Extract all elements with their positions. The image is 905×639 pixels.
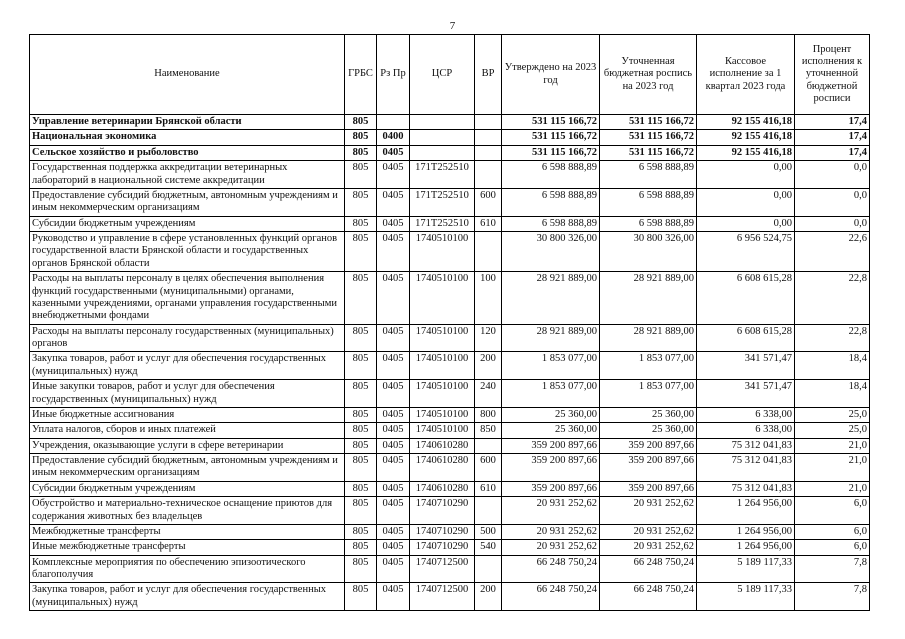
row-refined-cell: 1 853 077,00	[600, 380, 697, 408]
row-vr-cell	[475, 497, 502, 525]
row-cash-cell: 1 264 956,00	[697, 497, 795, 525]
table-row	[30, 216, 870, 231]
row-grbs-cell: 805	[345, 555, 377, 583]
row-cash-cell: 1 264 956,00	[697, 524, 795, 539]
row-percent-cell: 21,0	[795, 438, 870, 453]
row-vr-cell	[475, 438, 502, 453]
row-csr-cell: 1740510100	[410, 232, 475, 272]
row-name-cell: Учреждения, оказывающие услуги в сфере ветеринарии	[30, 438, 345, 453]
header-cash: Кассовое исполнение за 1 квартал 2023 года	[697, 35, 795, 115]
row-refined-cell: 25 360,00	[600, 423, 697, 438]
row-vr-cell: 200	[475, 352, 502, 380]
row-vr-cell	[475, 145, 502, 160]
row-csr-cell: 171Т252510	[410, 188, 475, 216]
row-rzpr-cell: 0405	[377, 438, 410, 453]
row-cash-cell: 341 571,47	[697, 380, 795, 408]
row-cash-cell: 92 155 416,18	[697, 115, 795, 130]
row-name-cell: Национальная экономика	[30, 130, 345, 145]
table-body	[30, 115, 870, 611]
row-vr-cell: 850	[475, 423, 502, 438]
row-name-cell: Расходы на выплаты персоналу в целях обеспечения выполнения функций государственными (муниципальными) органами, казенными учреждениями, органами управления государственными внебюджетными фондами	[30, 272, 345, 325]
row-grbs-cell: 805	[345, 232, 377, 272]
row-grbs-cell: 805	[345, 540, 377, 555]
row-name-cell: Иные межбюджетные трансферты	[30, 540, 345, 555]
row-approved-cell: 531 115 166,72	[502, 115, 600, 130]
row-approved-cell: 25 360,00	[502, 423, 600, 438]
row-grbs-cell: 805	[345, 481, 377, 496]
row-approved-cell: 6 598 888,89	[502, 216, 600, 231]
table-row	[30, 555, 870, 583]
row-rzpr-cell: 0400	[377, 130, 410, 145]
row-csr-cell: 1740710290	[410, 497, 475, 525]
row-rzpr-cell: 0405	[377, 454, 410, 482]
row-approved-cell: 6 598 888,89	[502, 188, 600, 216]
row-refined-cell: 6 598 888,89	[600, 161, 697, 189]
row-cash-cell: 92 155 416,18	[697, 145, 795, 160]
row-grbs-cell: 805	[345, 145, 377, 160]
table-row	[30, 115, 870, 130]
row-csr-cell: 1740710290	[410, 540, 475, 555]
row-cash-cell: 75 312 041,83	[697, 454, 795, 482]
table-row	[30, 130, 870, 145]
row-name-cell: Сельское хозяйство и рыболовство	[30, 145, 345, 160]
row-percent-cell: 25,0	[795, 407, 870, 422]
row-grbs-cell: 805	[345, 454, 377, 482]
row-vr-cell: 540	[475, 540, 502, 555]
row-percent-cell: 6,0	[795, 540, 870, 555]
row-vr-cell: 240	[475, 380, 502, 408]
row-grbs-cell: 805	[345, 352, 377, 380]
row-csr-cell: 1740510100	[410, 423, 475, 438]
row-rzpr-cell: 0405	[377, 481, 410, 496]
row-percent-cell: 7,8	[795, 555, 870, 583]
row-name-cell: Закупка товаров, работ и услуг для обеспечения государственных (муниципальных) нужд	[30, 583, 345, 611]
row-approved-cell: 28 921 889,00	[502, 272, 600, 325]
row-refined-cell: 531 115 166,72	[600, 115, 697, 130]
row-name-cell: Уплата налогов, сборов и иных платежей	[30, 423, 345, 438]
page-number: 7	[449, 20, 456, 32]
row-grbs-cell: 805	[345, 423, 377, 438]
row-rzpr-cell: 0405	[377, 216, 410, 231]
row-grbs-cell: 805	[345, 524, 377, 539]
row-cash-cell: 0,00	[697, 216, 795, 231]
row-csr-cell: 1740510100	[410, 324, 475, 352]
row-refined-cell: 30 800 326,00	[600, 232, 697, 272]
row-rzpr-cell: 0405	[377, 524, 410, 539]
row-refined-cell: 20 931 252,62	[600, 524, 697, 539]
row-cash-cell: 0,00	[697, 188, 795, 216]
row-csr-cell: 171Т252510	[410, 161, 475, 189]
row-refined-cell: 20 931 252,62	[600, 540, 697, 555]
header-refined: Уточненная бюджетная роспись на 2023 год	[600, 35, 697, 115]
row-approved-cell: 30 800 326,00	[502, 232, 600, 272]
row-grbs-cell: 805	[345, 583, 377, 611]
row-rzpr-cell: 0405	[377, 380, 410, 408]
table-row	[30, 481, 870, 496]
row-percent-cell: 18,4	[795, 380, 870, 408]
row-cash-cell: 6 608 615,28	[697, 272, 795, 325]
row-rzpr-cell	[377, 115, 410, 130]
row-csr-cell	[410, 145, 475, 160]
row-name-cell: Управление ветеринарии Брянской области	[30, 115, 345, 130]
row-csr-cell	[410, 115, 475, 130]
row-refined-cell: 531 115 166,72	[600, 130, 697, 145]
row-vr-cell	[475, 232, 502, 272]
row-csr-cell: 1740712500	[410, 583, 475, 611]
row-csr-cell: 1740610280	[410, 481, 475, 496]
row-name-cell: Предоставление субсидий бюджетным, автономным учреждениям и иным некоммерческим организациям	[30, 454, 345, 482]
row-csr-cell: 1740610280	[410, 438, 475, 453]
row-vr-cell: 200	[475, 583, 502, 611]
row-vr-cell: 100	[475, 272, 502, 325]
row-grbs-cell: 805	[345, 216, 377, 231]
row-name-cell: Руководство и управление в сфере установленных функций органов государственной власти Брянской области и государственных органов Брянской области	[30, 232, 345, 272]
row-percent-cell: 0,0	[795, 161, 870, 189]
header-grbs: ГРБС	[345, 35, 377, 115]
row-percent-cell: 17,4	[795, 130, 870, 145]
table-row	[30, 438, 870, 453]
header-percent: Процент исполнения к уточненной бюджетной росписи	[795, 35, 870, 115]
row-vr-cell: 800	[475, 407, 502, 422]
table-row	[30, 145, 870, 160]
row-percent-cell: 22,8	[795, 324, 870, 352]
row-approved-cell: 359 200 897,66	[502, 454, 600, 482]
row-percent-cell: 21,0	[795, 454, 870, 482]
table-header-row	[30, 35, 870, 115]
row-refined-cell: 359 200 897,66	[600, 481, 697, 496]
header-approved: Утверждено на 2023 год	[502, 35, 600, 115]
row-name-cell: Межбюджетные трансферты	[30, 524, 345, 539]
row-cash-cell: 6 338,00	[697, 407, 795, 422]
row-refined-cell: 6 598 888,89	[600, 188, 697, 216]
row-grbs-cell: 805	[345, 407, 377, 422]
row-vr-cell: 500	[475, 524, 502, 539]
row-rzpr-cell: 0405	[377, 352, 410, 380]
row-cash-cell: 75 312 041,83	[697, 438, 795, 453]
table-row	[30, 407, 870, 422]
row-cash-cell: 75 312 041,83	[697, 481, 795, 496]
row-rzpr-cell: 0405	[377, 324, 410, 352]
row-vr-cell: 600	[475, 188, 502, 216]
row-vr-cell: 120	[475, 324, 502, 352]
row-refined-cell: 6 598 888,89	[600, 216, 697, 231]
budget-table	[29, 34, 870, 611]
row-csr-cell: 171Т252510	[410, 216, 475, 231]
row-csr-cell: 1740510100	[410, 407, 475, 422]
row-approved-cell: 20 931 252,62	[502, 540, 600, 555]
row-grbs-cell: 805	[345, 324, 377, 352]
table-row	[30, 497, 870, 525]
row-vr-cell	[475, 115, 502, 130]
row-percent-cell: 17,4	[795, 115, 870, 130]
table-row	[30, 232, 870, 272]
row-rzpr-cell: 0405	[377, 423, 410, 438]
row-name-cell: Предоставление субсидий бюджетным, автономным учреждениям и иным некоммерческим организациям	[30, 188, 345, 216]
header-vr: ВР	[475, 35, 502, 115]
row-grbs-cell: 805	[345, 272, 377, 325]
row-cash-cell: 5 189 117,33	[697, 583, 795, 611]
row-cash-cell: 6 338,00	[697, 423, 795, 438]
row-grbs-cell: 805	[345, 380, 377, 408]
row-csr-cell: 1740610280	[410, 454, 475, 482]
row-percent-cell: 18,4	[795, 352, 870, 380]
row-cash-cell: 5 189 117,33	[697, 555, 795, 583]
row-vr-cell	[475, 130, 502, 145]
row-csr-cell: 1740510100	[410, 352, 475, 380]
row-rzpr-cell: 0405	[377, 161, 410, 189]
row-percent-cell: 21,0	[795, 481, 870, 496]
row-cash-cell: 6 608 615,28	[697, 324, 795, 352]
row-csr-cell: 1740510100	[410, 272, 475, 325]
header-rzpr: Рз Пр	[377, 35, 410, 115]
row-approved-cell: 20 931 252,62	[502, 524, 600, 539]
table-row	[30, 583, 870, 611]
row-percent-cell: 17,4	[795, 145, 870, 160]
row-approved-cell: 25 360,00	[502, 407, 600, 422]
row-approved-cell: 66 248 750,24	[502, 583, 600, 611]
table-row	[30, 188, 870, 216]
row-rzpr-cell: 0405	[377, 540, 410, 555]
row-percent-cell: 0,0	[795, 188, 870, 216]
row-csr-cell: 1740510100	[410, 380, 475, 408]
row-grbs-cell: 805	[345, 130, 377, 145]
row-name-cell: Расходы на выплаты персоналу государственных (муниципальных) органов	[30, 324, 345, 352]
row-approved-cell: 531 115 166,72	[502, 145, 600, 160]
row-vr-cell: 600	[475, 454, 502, 482]
row-approved-cell: 359 200 897,66	[502, 438, 600, 453]
table-row	[30, 352, 870, 380]
row-rzpr-cell: 0405	[377, 145, 410, 160]
row-grbs-cell: 805	[345, 188, 377, 216]
row-rzpr-cell: 0405	[377, 272, 410, 325]
row-cash-cell: 6 956 524,75	[697, 232, 795, 272]
row-refined-cell: 531 115 166,72	[600, 145, 697, 160]
row-percent-cell: 22,6	[795, 232, 870, 272]
row-grbs-cell: 805	[345, 115, 377, 130]
row-approved-cell: 66 248 750,24	[502, 555, 600, 583]
row-approved-cell: 359 200 897,66	[502, 481, 600, 496]
row-vr-cell	[475, 555, 502, 583]
header-name: Наименование	[30, 35, 345, 115]
row-name-cell: Иные закупки товаров, работ и услуг для обеспечения государственных (муниципальных) нужд	[30, 380, 345, 408]
row-name-cell: Субсидии бюджетным учреждениям	[30, 216, 345, 231]
row-vr-cell: 610	[475, 216, 502, 231]
row-rzpr-cell: 0405	[377, 497, 410, 525]
table-row	[30, 272, 870, 325]
row-cash-cell: 1 264 956,00	[697, 540, 795, 555]
row-name-cell: Комплексные мероприятия по обеспечению эпизоотического благополучия	[30, 555, 345, 583]
row-name-cell: Государственная поддержка аккредитации ветеринарных лабораторий в национальной системе аккредитации	[30, 161, 345, 189]
table-row	[30, 524, 870, 539]
row-rzpr-cell: 0405	[377, 232, 410, 272]
row-percent-cell: 7,8	[795, 583, 870, 611]
row-refined-cell: 66 248 750,24	[600, 555, 697, 583]
row-percent-cell: 6,0	[795, 524, 870, 539]
row-name-cell: Иные бюджетные ассигнования	[30, 407, 345, 422]
row-approved-cell: 531 115 166,72	[502, 130, 600, 145]
row-refined-cell: 25 360,00	[600, 407, 697, 422]
table-row	[30, 324, 870, 352]
row-grbs-cell: 805	[345, 497, 377, 525]
row-csr-cell: 1740712500	[410, 555, 475, 583]
row-cash-cell: 0,00	[697, 161, 795, 189]
row-refined-cell: 28 921 889,00	[600, 272, 697, 325]
row-cash-cell: 341 571,47	[697, 352, 795, 380]
row-refined-cell: 28 921 889,00	[600, 324, 697, 352]
table-row	[30, 380, 870, 408]
table-row	[30, 423, 870, 438]
row-csr-cell: 1740710290	[410, 524, 475, 539]
row-percent-cell: 6,0	[795, 497, 870, 525]
row-refined-cell: 359 200 897,66	[600, 438, 697, 453]
row-percent-cell: 25,0	[795, 423, 870, 438]
row-vr-cell: 610	[475, 481, 502, 496]
row-name-cell: Субсидии бюджетным учреждениям	[30, 481, 345, 496]
row-refined-cell: 66 248 750,24	[600, 583, 697, 611]
row-approved-cell: 1 853 077,00	[502, 380, 600, 408]
row-percent-cell: 22,8	[795, 272, 870, 325]
header-csr: ЦСР	[410, 35, 475, 115]
row-grbs-cell: 805	[345, 438, 377, 453]
row-cash-cell: 92 155 416,18	[697, 130, 795, 145]
row-percent-cell: 0,0	[795, 216, 870, 231]
row-name-cell: Закупка товаров, работ и услуг для обеспечения государственных (муниципальных) нужд	[30, 352, 345, 380]
row-rzpr-cell: 0405	[377, 555, 410, 583]
row-approved-cell: 28 921 889,00	[502, 324, 600, 352]
row-refined-cell: 359 200 897,66	[600, 454, 697, 482]
row-csr-cell	[410, 130, 475, 145]
table-row	[30, 454, 870, 482]
row-refined-cell: 20 931 252,62	[600, 497, 697, 525]
row-name-cell: Обустройство и материально-техническое оснащение приютов для содержания животных без владельцев	[30, 497, 345, 525]
row-rzpr-cell: 0405	[377, 188, 410, 216]
row-approved-cell: 6 598 888,89	[502, 161, 600, 189]
row-rzpr-cell: 0405	[377, 583, 410, 611]
row-grbs-cell: 805	[345, 161, 377, 189]
row-refined-cell: 1 853 077,00	[600, 352, 697, 380]
row-rzpr-cell: 0405	[377, 407, 410, 422]
row-vr-cell	[475, 161, 502, 189]
table-row	[30, 161, 870, 189]
table-row	[30, 540, 870, 555]
row-approved-cell: 1 853 077,00	[502, 352, 600, 380]
row-approved-cell: 20 931 252,62	[502, 497, 600, 525]
